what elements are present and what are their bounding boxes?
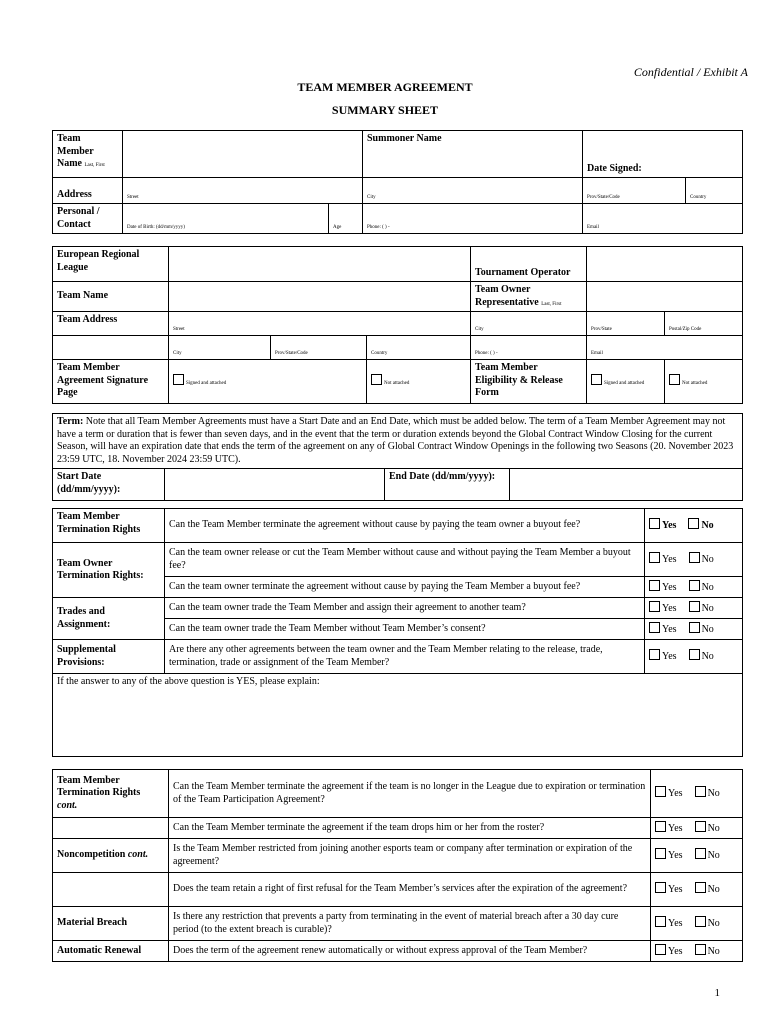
address-label: Address <box>53 178 123 204</box>
yes-no-choice[interactable]: Yes No <box>651 839 743 873</box>
signed-attached-checkbox[interactable] <box>173 374 184 385</box>
team-address-label: Team Address <box>53 312 169 336</box>
yes-no-choice[interactable]: Yes No <box>645 543 743 577</box>
yes-no-choice[interactable]: Yes No <box>645 598 743 619</box>
team-name-field[interactable] <box>169 282 471 312</box>
yes-checkbox[interactable] <box>655 848 666 859</box>
row-label: Material Breach <box>53 907 169 941</box>
confidential-note: Confidential / Exhibit A <box>633 65 748 79</box>
member-name-field[interactable] <box>123 131 363 178</box>
team-address-row2 <box>53 336 169 360</box>
team-info-table <box>52 246 743 404</box>
no-checkbox[interactable] <box>695 882 706 893</box>
team-name-label: Team Name <box>53 282 169 312</box>
no-checkbox[interactable] <box>695 916 706 927</box>
yes-checkbox[interactable] <box>655 882 666 893</box>
no-checkbox[interactable] <box>695 944 706 955</box>
yes-no-choice[interactable]: Yes No <box>651 941 743 962</box>
yes-checkbox[interactable] <box>649 649 660 660</box>
question-text: Can the Team Member terminate the agreement if the team is no longer in the League due to expiration or termination of the Team Participation Agreement? <box>169 770 651 818</box>
no-checkbox[interactable] <box>689 622 700 633</box>
rights-table <box>52 508 743 757</box>
dob-field[interactable]: Date of Birth: (dd/mm/yyyy) <box>123 204 329 234</box>
yes-no-choice[interactable]: Yes No <box>651 818 743 839</box>
yes-checkbox[interactable] <box>655 916 666 927</box>
league-field[interactable] <box>169 247 471 282</box>
question-text: Can the Team Member terminate the agreement without cause by paying the team owner a buyout fee? <box>165 509 645 543</box>
yes-checkbox[interactable] <box>649 518 660 529</box>
yes-no-choice[interactable]: Yes No <box>645 577 743 598</box>
row-label: Automatic Renewal <box>53 941 169 962</box>
elig-signed-checkbox[interactable] <box>591 374 602 385</box>
email-field[interactable]: Email <box>583 204 743 234</box>
no-checkbox[interactable] <box>695 821 706 832</box>
no-checkbox[interactable] <box>689 580 700 591</box>
owner-rep-label: Team Owner Representative Last, First <box>471 282 587 312</box>
question-text: Can the Team Member terminate the agreement if the team drops him or her from the roster? <box>169 818 651 839</box>
eligibility-form-label: Team Member Eligibility & Release Form <box>471 360 587 404</box>
owner-rep-field[interactable] <box>587 282 743 312</box>
term-note: Term: Note that all Team Member Agreements must have a Start Date and an End Date, which must be added below. The term of a Team Member Agreement may not have a term or duration that is fewer than seven days, and in the event that the term or duration extends beyond the Global Contract Window Closing for the current Season, will have an expiration date that ends the term of the agreement on any of Global Contract Window Openings in the following two Seasons (20. November 2023 23:59 UTC, 18. November 2024 23:59 UTC). <box>53 414 743 469</box>
operator-label: Tournament Operator <box>471 247 587 282</box>
yes-checkbox[interactable] <box>649 552 660 563</box>
page-number: 1 <box>714 987 720 999</box>
page-title: TEAM MEMBER AGREEMENT <box>297 80 473 94</box>
no-checkbox[interactable] <box>688 518 699 529</box>
yes-no-choice[interactable]: Yes No <box>645 619 743 640</box>
date-signed-field[interactable]: Date Signed: <box>583 131 743 178</box>
question-text: Is the Team Member restricted from joining another esports team or company after termination or expiration of the agreement? <box>169 839 651 873</box>
start-date-label: Start Date (dd/mm/yyyy): <box>53 469 165 501</box>
no-checkbox[interactable] <box>689 601 700 612</box>
yes-checkbox[interactable] <box>649 580 660 591</box>
no-checkbox[interactable] <box>695 848 706 859</box>
elig-signed-option[interactable]: Signed and attached <box>587 360 665 404</box>
team-prov2-field[interactable]: Prov/State/Code <box>271 336 367 360</box>
yes-checkbox[interactable] <box>655 821 666 832</box>
member-name-label: Team Member Name Last, First <box>53 131 123 178</box>
yes-no-choice[interactable]: Yes No <box>645 509 743 543</box>
member-info-table <box>52 130 743 234</box>
age-field[interactable]: Age <box>329 204 363 234</box>
team-country2-field[interactable]: Country <box>367 336 471 360</box>
question-text: Are there any other agreements between the team owner and the Team Member relating to the release, trade, termination, trade or assignment of the Team Member? <box>165 640 645 674</box>
row-label: Team Owner Termination Rights: <box>53 543 165 598</box>
end-date-label: End Date (dd/mm/yyyy): <box>385 469 510 501</box>
team-city2-field[interactable]: City <box>169 336 271 360</box>
city-field[interactable]: City <box>363 178 583 204</box>
team-email-field[interactable]: Email <box>587 336 743 360</box>
row-label: Team Member Termination Rights cont. <box>53 770 169 818</box>
row-label: Supplemental Provisions: <box>53 640 165 674</box>
yes-no-choice[interactable]: Yes No <box>651 907 743 941</box>
yes-checkbox[interactable] <box>649 622 660 633</box>
yes-checkbox[interactable] <box>655 786 666 797</box>
signature-page-label: Team Member Agreement Signature Page <box>53 360 169 404</box>
start-date-field[interactable] <box>165 469 385 501</box>
question-text: Can the team owner trade the Team Member without Team Member’s consent? <box>165 619 645 640</box>
team-phone-field[interactable]: Phone: ( ) - <box>471 336 587 360</box>
no-checkbox[interactable] <box>689 649 700 660</box>
question-text: Is there any restriction that prevents a party from terminating in the event of material breach after a 30 day cure period (to the extent breach is curable)? <box>169 907 651 941</box>
yes-checkbox[interactable] <box>655 944 666 955</box>
not-attached-option[interactable]: Not attached <box>367 360 471 404</box>
no-checkbox[interactable] <box>689 552 700 563</box>
country-field[interactable]: Country <box>686 178 743 204</box>
term-table <box>52 413 743 501</box>
no-checkbox[interactable] <box>695 786 706 797</box>
team-postal-field[interactable]: Postal/Zip Code <box>665 312 743 336</box>
rights-table-continued <box>52 769 743 962</box>
question-text: Can the team owner release or cut the Team Member without cause and without paying the Team Member a buyout fee? <box>165 543 645 577</box>
explanation-field[interactable]: If the answer to any of the above question is YES, please explain: <box>53 674 743 757</box>
summoner-name-label[interactable]: Summoner Name <box>363 131 583 178</box>
team-street-field[interactable]: Street <box>169 312 471 336</box>
yes-no-choice[interactable]: Yes No <box>651 873 743 907</box>
page-subtitle: SUMMARY SHEET <box>331 103 439 117</box>
end-date-field[interactable] <box>510 469 743 501</box>
question-text: Can the team owner trade the Team Member and assign their agreement to another team? <box>165 598 645 619</box>
team-prov-field[interactable]: Prov/State <box>587 312 665 336</box>
row-label: Noncompetition cont. <box>53 839 169 873</box>
question-text: Does the term of the agreement renew automatically or without express approval of the Team Member? <box>169 941 651 962</box>
elig-not-checkbox[interactable] <box>669 374 680 385</box>
yes-checkbox[interactable] <box>649 601 660 612</box>
question-text: Can the team owner terminate the agreement without cause by paying the Team Member a buyout fee? <box>165 577 645 598</box>
not-attached-checkbox[interactable] <box>371 374 382 385</box>
yes-no-choice[interactable]: Yes No <box>645 640 743 674</box>
street-field[interactable]: Street <box>123 178 363 204</box>
team-city-field[interactable]: City <box>471 312 587 336</box>
question-text: Does the team retain a right of first refusal for the Team Member’s services after the expiration of the agreement? <box>169 873 651 907</box>
elig-not-option[interactable]: Not attached <box>665 360 743 404</box>
row-label: Trades and Assignment: <box>53 598 165 640</box>
row-label: Team Member Termination Rights <box>53 509 165 543</box>
yes-no-choice[interactable]: Yes No <box>651 770 743 818</box>
signed-attached-option[interactable]: Signed and attached <box>169 360 367 404</box>
row-label <box>53 818 169 839</box>
prov-field[interactable]: Prov/State/Code <box>583 178 686 204</box>
league-label: European Regional League <box>53 247 169 282</box>
row-label <box>53 873 169 907</box>
personal-contact-label: Personal / Contact <box>53 204 123 234</box>
operator-field[interactable] <box>587 247 743 282</box>
phone-field[interactable]: Phone: ( ) - <box>363 204 583 234</box>
